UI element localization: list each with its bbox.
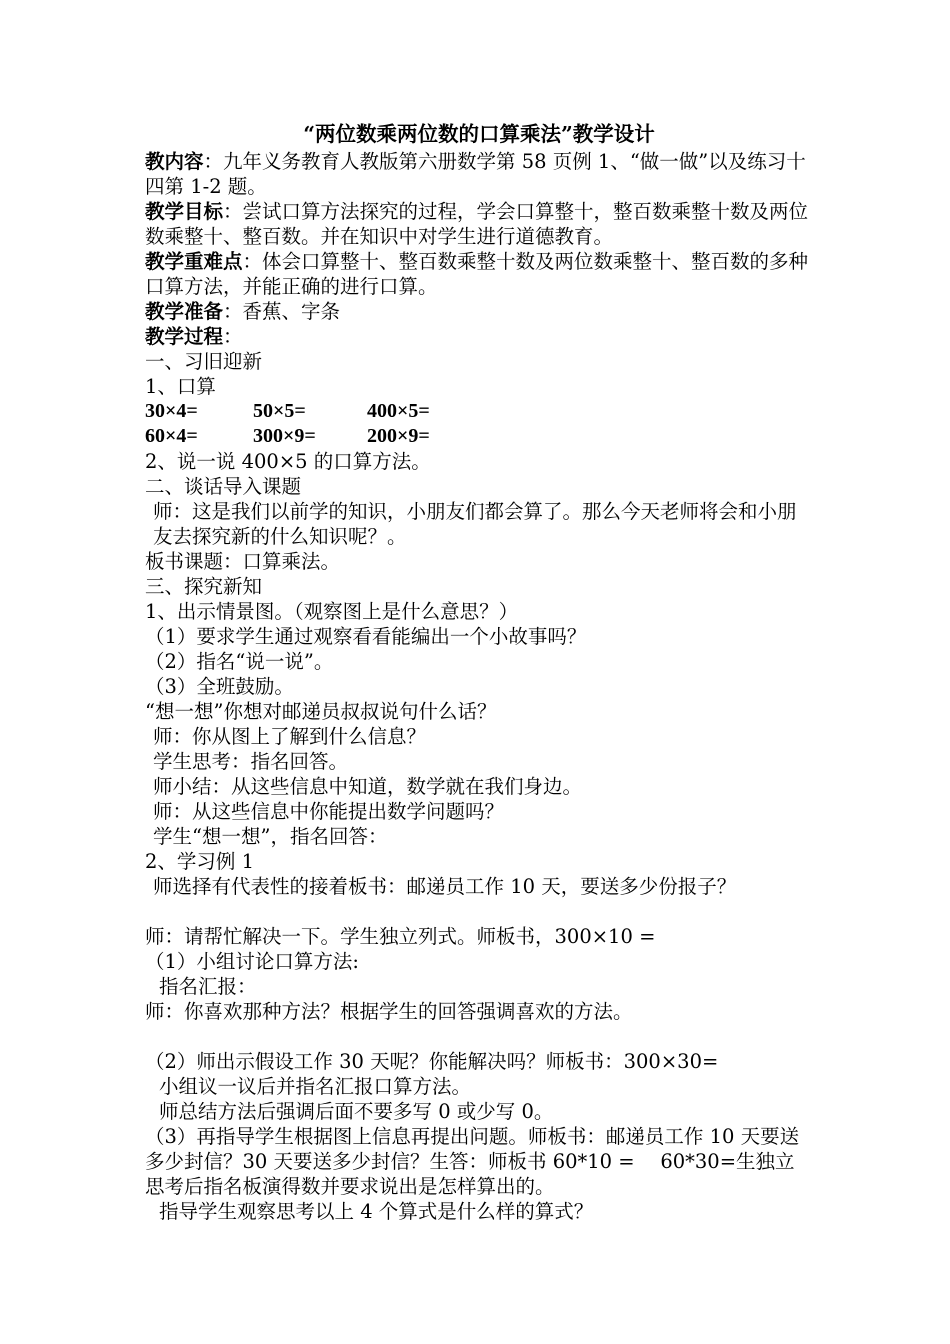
step-1b: （2）指名“说一说”。 bbox=[145, 650, 334, 673]
calc-item: 400×5= bbox=[367, 400, 430, 422]
meta-label-goals: 教学目标 bbox=[145, 200, 224, 223]
blank-line bbox=[145, 1024, 813, 1049]
meta-text-keypoints: ：体会口算整十、整百数乘整十数及两位数乘整十、整百数的多种口算方法，并能正确的进行口算。 bbox=[145, 250, 809, 298]
meta-prep bbox=[145, 299, 813, 324]
subsection-say: 2、说一说 400×5 的口算方法。 bbox=[145, 450, 431, 473]
meta-label-process: 教学过程 bbox=[145, 325, 224, 348]
meta-keypoints bbox=[145, 249, 813, 299]
teacher-preference: 师：你喜欢那种方法？根据学生的回答强调喜欢的方法。 bbox=[145, 1000, 633, 1023]
step-example-1: 2、学习例 1 bbox=[145, 850, 255, 873]
meta-content bbox=[145, 149, 813, 199]
teacher-question-1: 师：你从图上了解到什么信息？ bbox=[153, 725, 427, 748]
think-prompt: “想一想”你想对邮递员叔叔说句什么话？ bbox=[145, 700, 497, 723]
calc-row-2 bbox=[145, 424, 813, 449]
meta-label-keypoints: 教学重难点 bbox=[145, 250, 243, 273]
report: 指名汇报： bbox=[159, 975, 257, 998]
step-1c: （3）全班鼓励。 bbox=[145, 675, 294, 698]
teacher-question-2: 师：从这些信息中你能提出数学问题吗？ bbox=[153, 800, 505, 823]
section-heading-3: 三、探究新知 bbox=[145, 575, 263, 598]
teacher-conclusion: 师总结方法后强调后面不要多写 0 或少写 0。 bbox=[159, 1100, 554, 1123]
meta-goals bbox=[145, 199, 813, 249]
blank-line bbox=[145, 899, 813, 924]
meta-text-prep: ：香蕉、字条 bbox=[223, 300, 341, 323]
meta-process bbox=[145, 324, 813, 349]
group-discuss-2: 小组议一议后并指名汇报口算方法。 bbox=[159, 1075, 472, 1098]
step-30-days: （2）师出示假设工作 30 天呢？你能解决吗？师板书：300×30= bbox=[145, 1050, 719, 1073]
board-title: 板书课题：口算乘法。 bbox=[145, 550, 341, 573]
meta-text-content: ：九年义务教育人教版第六册数学第 58 页例 1、“做一做”以及练习十四第 1-2 题。 bbox=[145, 150, 806, 198]
calc-item: 30×4= bbox=[145, 400, 198, 422]
guide-observe: 指导学生观察思考以上 4 个算式是什么样的算式？ bbox=[159, 1200, 594, 1223]
section-heading-1: 一、习旧迎新 bbox=[145, 350, 263, 373]
section-heading-2: 二、谈话导入课题 bbox=[145, 475, 302, 498]
calc-item: 50×5= bbox=[253, 400, 306, 422]
board-question: 师选择有代表性的接着板书：邮递员工作 10 天，要送多少份报子？ bbox=[153, 875, 737, 898]
calc-item: 60×4= bbox=[145, 425, 198, 447]
calc-row-1 bbox=[145, 399, 813, 424]
student-think: 学生思考：指名回答。 bbox=[153, 750, 349, 773]
step-1a: （1）要求学生通过观察看看能编出一个小故事吗？ bbox=[145, 625, 587, 648]
group-discuss: （1）小组讨论口算方法: bbox=[145, 950, 359, 973]
student-think-2: 学生“想一想”，指名回答： bbox=[153, 825, 388, 848]
document-body bbox=[145, 121, 813, 1224]
paragraph-intro: 师：这是我们以前学的知识，小朋友们都会算了。那么今天老师将会和小朋友去探究新的什么知识呢？。 bbox=[153, 500, 797, 548]
subsection-oral-calc: 1、口算 bbox=[145, 375, 216, 398]
meta-label-prep: 教学准备 bbox=[145, 300, 224, 323]
meta-text-process: ： bbox=[223, 325, 243, 348]
document-title: “两位数乘两位数的口算乘法”教学设计 bbox=[303, 122, 655, 146]
step-letters: （3）再指导学生根据图上信息再提出问题。师板书：邮递员工作 10 天要送多少封信？30 天要送多少封信？生答：师板书 60*10 = 60*30=生独立思考后指名板演得数并要求说出是怎样算出的。 bbox=[145, 1125, 800, 1198]
calc-item: 300×9= bbox=[253, 425, 316, 447]
step-show-scene: 1、出示情景图。（观察图上是什么意思？） bbox=[145, 600, 519, 623]
teacher-solve: 师：请帮忙解决一下。学生独立列式。师板书，300×10 = bbox=[145, 925, 656, 948]
calc-item: 200×9= bbox=[367, 425, 430, 447]
teacher-summary: 师小结：从这些信息中知道，数学就在我们身边。 bbox=[153, 775, 583, 798]
meta-text-goals: ：尝试口算方法探究的过程，学会口算整十，整百数乘整十数及两位数乘整十、整百数。并在知识中对学生进行道德教育。 bbox=[145, 200, 809, 248]
meta-label-content: 教内容 bbox=[145, 150, 204, 173]
